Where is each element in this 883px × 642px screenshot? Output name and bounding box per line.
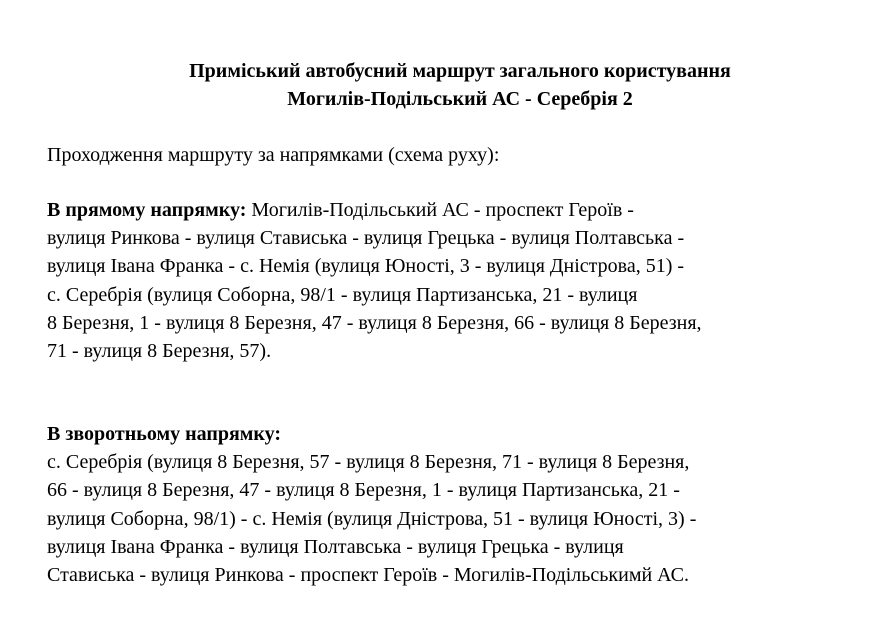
reverse-line-2: 66 - вулиця 8 Березня, 47 - вулиця 8 Березня, 1 - вулиця Партизанська, 21 - <box>47 479 680 502</box>
reverse-line-1: с. Серебрія (вулиця 8 Березня, 57 - вулиця 8 Березня, 71 - вулиця 8 Березня, <box>47 451 690 474</box>
forward-first-line-text: Могилів-Подільський АС - проспект Героїв - <box>246 199 634 221</box>
reverse-heading-line <box>47 420 696 448</box>
forward-heading: В прямому напрямку: <box>47 199 247 221</box>
forward-line-4: с. Серебрія (вулиця Соборна, 98/1 - вулиця Партизанська, 21 - вулиця <box>47 283 638 306</box>
forward-line-3: вулиця Івана Франка - с. Немія (вулиця Юності, 3 - вулиця Дністрова, 51) - <box>47 255 685 278</box>
route-intro: Проходження маршруту за напрямками (схема руху): <box>47 144 500 166</box>
reverse-line-4: вулиця Івана Франка - вулиця Полтавська - вулиця Грецька - вулиця <box>47 535 624 558</box>
reverse-heading: В зворотньому напрямку: <box>47 423 282 445</box>
reverse-line-5: Стависька - вулиця Ринкова - проспект Героїв - Могилів-Подільськимй АС. <box>47 564 689 587</box>
forward-direction-section <box>47 196 702 365</box>
document-title <box>0 57 883 113</box>
reverse-line-3: вулиця Соборна, 98/1) - с. Немія (вулиця Дністрова, 51 - вулиця Юності, 3) - <box>47 507 697 530</box>
forward-line-6: 71 - вулиця 8 Березня, 57). <box>47 340 272 363</box>
reverse-direction-section <box>47 420 696 589</box>
forward-line-5: 8 Березня, 1 - вулиця 8 Березня, 47 - вулиця 8 Березня, 66 - вулиця 8 Березня, <box>47 311 702 334</box>
title-line-1: Приміський автобусний маршрут загального користування <box>189 60 731 82</box>
forward-line-2: вулиця Ринкова - вулиця Стависька - вулиця Грецька - вулиця Полтавська - <box>47 227 685 250</box>
title-line-2: Могилів-Подільський АС - Серебрія 2 <box>287 88 633 110</box>
forward-line-1 <box>47 196 702 224</box>
